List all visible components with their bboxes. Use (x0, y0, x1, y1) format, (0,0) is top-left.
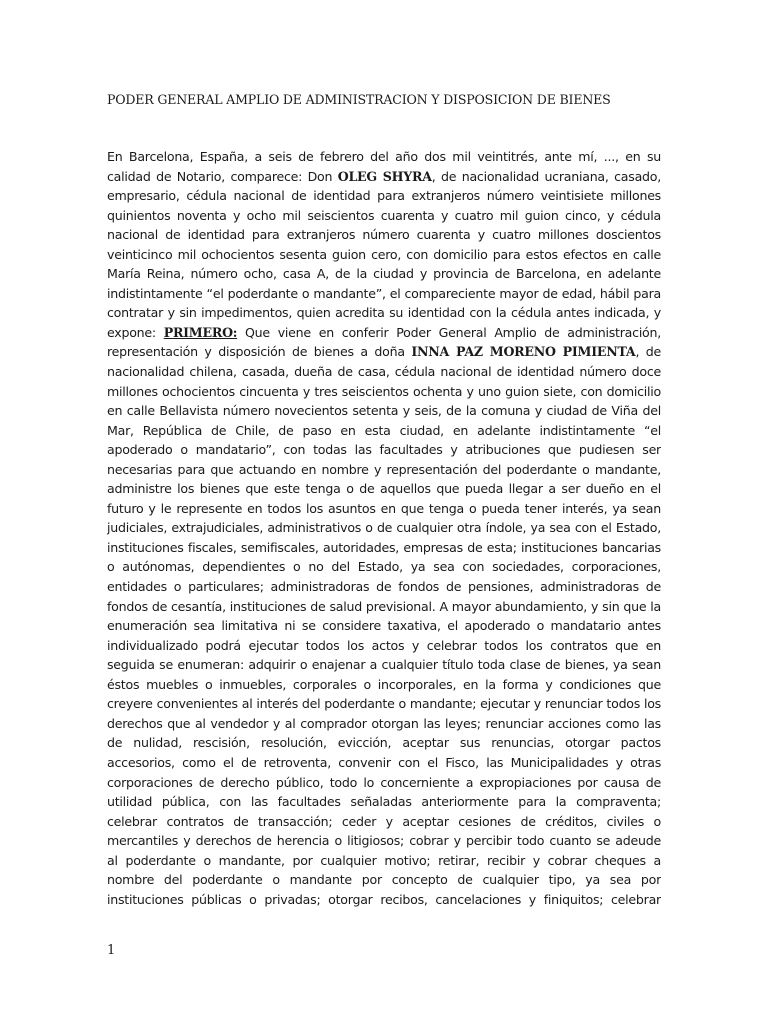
body-text-run: futuro y le represente en todos los asuntos en que tenga o pueda tener interés, ya sean (107, 500, 661, 516)
body-text-run: seguida se enumeran: adquirir o enajenar a cualquier título toda clase de bienes, ya sean (107, 657, 661, 673)
body-line (107, 636, 661, 656)
body-text-run: empresario, cédula nacional de identidad para extranjeros número veintisiete millones (107, 188, 661, 204)
body-line (107, 851, 661, 871)
bold-name: OLEG SHYRA (337, 168, 432, 184)
page-number: 1 (107, 943, 116, 958)
body-text-run: nacional de identidad para extranjeros número cuarenta y cuatro millones doscientos (107, 227, 661, 243)
body-text-run: fondos de cesantía, instituciones de salud previsional. A mayor abundamiento, y sin que la (107, 598, 661, 614)
body-text-run: expone: (107, 324, 164, 340)
body-text-run: derechos que al vendedor y al comprador otorgan las leyes; renunciar acciones como las (107, 715, 661, 731)
body-line (107, 890, 661, 910)
body-line (107, 460, 661, 480)
body-line (107, 792, 661, 812)
body-text-run: mercantiles y derechos de herencia o litigiosos; cobrar y percibir todo cuanto se adeude (107, 833, 661, 849)
body-line (107, 440, 661, 460)
body-text-run: éstos muebles o inmuebles, corporales o incorporales, en la forma y condiciones que (107, 676, 661, 692)
body-text-run: creyere convenientes al interés del poderdante o mandante; ejecutar y renunciar todos los (107, 696, 661, 712)
body-line (107, 597, 661, 617)
body-text-run: María Reina, número ocho, casa A, de la ciudad y provincia de Barcelona, en adelante (107, 266, 661, 282)
body-line (107, 421, 661, 441)
body-line (107, 773, 661, 793)
body-line (107, 655, 661, 675)
body-text-run: utilidad pública, con las facultades señaladas anteriormente para la compraventa; (107, 794, 661, 810)
body-text-run: instituciones fiscales, semifiscales, autoridades, empresas de esta; instituciones bancarias (107, 539, 661, 555)
body-line (107, 518, 661, 538)
body-text-run: indistintamente “el poderdante o mandante”, el compareciente mayor de edad, hábil para (107, 285, 661, 301)
body-text-run: judiciales, extrajudiciales, administrativos o de cualquier otra índole, ya sea con el Estado, (107, 520, 661, 536)
body-text-run: veinticinco mil ochocientos sesenta guion cero, con domicilio para estos efectos en calle (107, 246, 661, 262)
body-line (107, 303, 661, 323)
body-line (107, 557, 661, 577)
body-text-run: administre los bienes que este tenga o de aquellos que pueda llegar a ser dueño en el (107, 481, 661, 497)
body-text-run: , de nacionalidad ucraniana, casado, (431, 168, 661, 184)
body-text-run: millones ochocientos cincuenta y tres seiscientos ochenta y uno guion siete, con domicilio (107, 383, 661, 399)
body-line (107, 245, 661, 265)
body-text-run: nombre del poderdante o mandante por concepto de cualquier tipo, ya sea por (107, 872, 661, 888)
body-line (107, 284, 661, 304)
document-body (107, 147, 661, 909)
body-line (107, 264, 661, 284)
body-text-run: Mar, República de Chile, de paso en esta ciudad, en adelante indistintamente “el (107, 422, 661, 438)
body-line (107, 714, 661, 734)
body-line (107, 362, 661, 382)
body-text-run: quinientos noventa y ocho mil seiscientos cuarenta y cuatro mil guion cinco, y cédula (107, 207, 661, 223)
body-line (107, 733, 661, 753)
body-line (107, 538, 661, 558)
body-text-run: En Barcelona, España, a seis de febrero del año dos mil veintitrés, ante mí, ..., en su (107, 149, 661, 164)
body-line (107, 694, 661, 714)
section-heading-primero: PRIMERO: (163, 324, 238, 340)
body-line (107, 479, 661, 499)
body-text-run: individualizado podrá ejecutar todos los actos y celebrar todos los contratos que en (107, 637, 661, 653)
body-text-run: calidad de Notario, comparece: Don (107, 168, 338, 184)
body-text-run: corporaciones de derecho público, todo lo concerniente a expropiaciones por causa de (107, 774, 661, 790)
body-line (107, 499, 661, 519)
body-line (107, 167, 661, 187)
document-title: PODER GENERAL AMPLIO DE ADMINISTRACION Y DISPOSICION DE BIENES (107, 92, 611, 107)
body-text-run: nacionalidad chilena, casada, dueña de casa, cédula nacional de identidad número doce (107, 364, 661, 380)
body-line (107, 577, 661, 597)
body-line (107, 401, 661, 421)
body-line (107, 147, 661, 167)
body-text-run: accesorios, como el de retroventa, convenir con el Fisco, las Municipalidades y otras (107, 754, 661, 770)
body-text-run: enumeración sea limitativa ni se considere taxativa, el apoderado o mandatario antes (107, 618, 661, 634)
body-line (107, 831, 661, 851)
body-line (107, 812, 661, 832)
body-text-run: instituciones públicas o privadas; otorgar recibos, cancelaciones y finiquitos; celebrar (107, 891, 661, 907)
body-text-run: necesarias para que actuando en nombre y representación del poderdante o mandante, (107, 461, 661, 477)
body-text-run: entidades o particulares; administradoras de fondos de pensiones, administradoras de (107, 579, 661, 595)
body-text-run: , de (635, 344, 661, 360)
body-line (107, 675, 661, 695)
body-line (107, 225, 661, 245)
body-text-run: de nulidad, rescisión, resolución, evicción, aceptar sus renuncias, otorgar pactos (107, 735, 661, 751)
body-line (107, 206, 661, 226)
body-text-run: Que viene en conferir Poder General Amplio de administración, (237, 324, 661, 340)
body-text-run: apoderado o mandatario”, con todas las facultades y atribuciones que pudiesen ser (107, 442, 661, 458)
body-text-run: contratar y sin impedimentos, quien acredita su identidad con la cédula antes indicada, y (107, 305, 661, 321)
body-line (107, 323, 661, 343)
body-line (107, 186, 661, 206)
body-text-run: celebrar contratos de transacción; ceder y aceptar cesiones de créditos, civiles o (107, 813, 661, 829)
body-line (107, 616, 661, 636)
body-line (107, 870, 661, 890)
body-line (107, 342, 661, 362)
body-line (107, 382, 661, 402)
body-text-run: al poderdante o mandante, por cualquier motivo; retirar, recibir y cobrar cheques a (107, 852, 661, 868)
body-text-run: en calle Bellavista número novecientos setenta y seis, de la comuna y ciudad de Viña del (107, 403, 661, 419)
body-line (107, 753, 661, 773)
body-text-run: representación y disposición de bienes a doña (107, 344, 412, 360)
bold-name: INNA PAZ MORENO PIMIENTA (411, 344, 636, 360)
body-text-run: o autónomas, dependientes o no del Estado, ya sea con sociedades, corporaciones, (107, 559, 661, 575)
